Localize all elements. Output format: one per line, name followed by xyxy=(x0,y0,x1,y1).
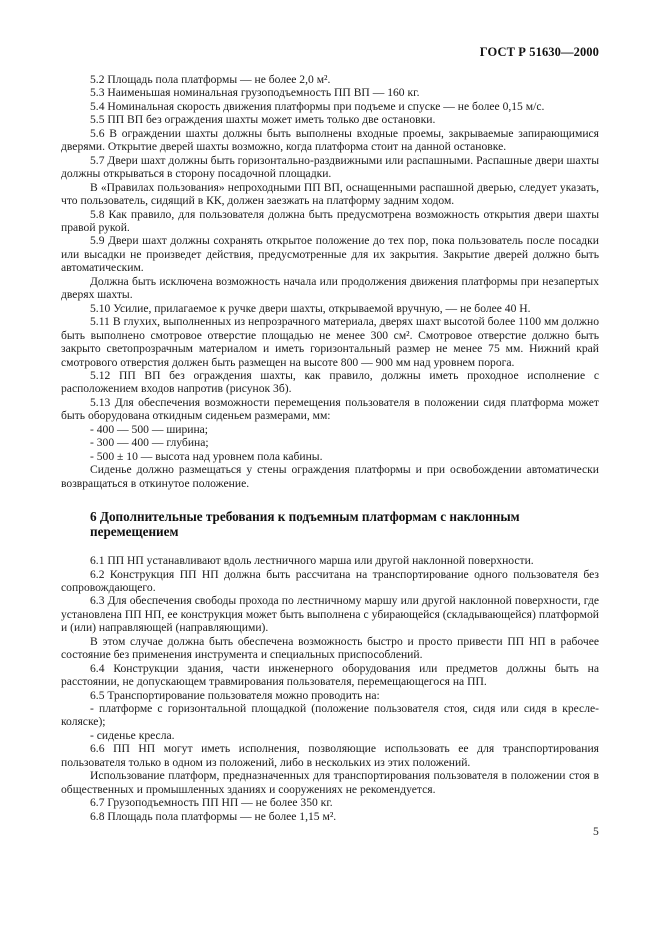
clause-6-3-note: В этом случае должна быть обеспечена возможность быстро и просто привести ПП НП в рабочее состояние без применения инструмента и специальных приспособлений. xyxy=(61,634,599,662)
clause-6-6-note: Использование платформ, предназначенных для транспортирования пользователя в положении стоя в общественных и промышленных зданиях и сооружениях не рекомендуется. xyxy=(61,769,599,796)
document-code-header: ГОСТ Р 51630—2000 xyxy=(479,45,599,59)
list-item-seat-depth: - 300 — 400 — глубина; xyxy=(90,436,209,450)
clause-5-11: 5.11 В глухих, выполненных из непрозрачного материала, дверях шахт высотой более 1100 мм должно быть выполнено смотровое отверстие площадью не менее 300 см². Смотровое отверстие должно быть закрыто светопрозрачным материалом и иметь горизонтальный размер не менее 75 мм. Нижний край смотрового отверстия должен быть размещен на высоте 800 — 900 мм над уровнем порога. xyxy=(61,315,599,369)
clause-5-2: 5.2 Площадь пола платформы — не более 2,0 м². xyxy=(90,73,331,86)
list-item-seat-width: - 400 — 500 — ширина; xyxy=(90,422,209,436)
clause-5-7-note: В «Правилах пользования» непроходными ПП ВП, оснащенными распашной дверью, следует указать, что пользователь, сидящий в КК, должен заезжать на платформу задним ходом. xyxy=(61,180,599,208)
clause-5-13-note: Сиденье должно размещаться у стены ограждения платформы и при освобождении автоматически возвращаться в откинутое положение. xyxy=(61,463,599,490)
clause-6-4: 6.4 Конструкции здания, части инженерного оборудования или предметов должны быть на расстоянии, не допускающем травмирования пользователя, перемещающегося на ПП. xyxy=(61,661,599,689)
clause-5-12: 5.12 ПП ВП без ограждения шахты, как правило, должны иметь проходное исполнение с расположением входов напротив (рисунок 3б). xyxy=(61,368,599,396)
clause-5-6: 5.6 В ограждении шахты должны быть выполнены входные проемы, закрываемые запирающимися дверями. Открытие дверей шахты возможно, когда платформа стоит на данной остановке. xyxy=(61,126,599,154)
section-6-heading: 6 Дополнительные требования к подъемным платформам с наклонным перемещением xyxy=(90,509,520,540)
clause-6-2: 6.2 Конструкция ПП НП должна быть рассчитана на транспортирование одного пользователя без сопровождающего. xyxy=(61,567,599,594)
document-body xyxy=(61,73,599,823)
clause-6-1: 6.1 ПП НП устанавливают вдоль лестничного марша или другой наклонной поверхности. xyxy=(90,554,534,568)
clause-5-9: 5.9 Двери шахт должны сохранять открытое положение до тех пор, пока пользователь после посадки или высадки не произведет действия, предусмотренные для их закрытия. Закрытие дверей должно быть автоматическим. xyxy=(61,234,599,275)
list-item-seat-height: - 500 ± 10 — высота над уровнем пола кабины. xyxy=(90,449,323,463)
clause-5-5: 5.5 ПП ВП без ограждения шахты может иметь только две остановки. xyxy=(90,113,436,127)
clause-5-8: 5.8 Как правило, для пользователя должна быть предусмотрена возможность открытия двери шахты правой рукой. xyxy=(61,207,599,234)
section-5-continued xyxy=(61,73,599,490)
clause-6-5: 6.5 Транспортирование пользователя можно проводить на: xyxy=(90,688,380,702)
clause-6-8: 6.8 Площадь пола платформы — не более 1,15 м². xyxy=(90,809,337,823)
clause-6-6: 6.6 ПП НП могут иметь исполнения, позволяющие использовать ее для транспортирования пользователя только в одном из положений, либо в нескольких из этих положений. xyxy=(61,742,599,769)
section-6 xyxy=(61,554,599,823)
clause-6-7: 6.7 Грузоподъемность ПП НП — не более 350 кг. xyxy=(90,796,333,810)
list-item-platform: - платформе с горизонтальной площадкой (положение пользователя стоя, сидя или сидя в кресле-коляске); xyxy=(61,702,599,729)
clause-5-4: 5.4 Номинальная скорость движения платформы при подъеме и спуске — не более 0,15 м/с. xyxy=(90,99,545,113)
clause-5-13: 5.13 Для обеспечения возможности перемещения пользователя в положении сидя платформа может быть оборудована откидным сиденьем размерами, мм: xyxy=(61,395,599,423)
clause-5-10: 5.10 Усилие, прилагаемое к ручке двери шахты, открываемой вручную, — не более 40 Н. xyxy=(90,301,531,315)
clause-5-7: 5.7 Двери шахт должны быть горизонтально-раздвижными или распашными. Распашные двери шахты должны открываться в сторону посадочной площадки. xyxy=(61,153,599,181)
clause-5-9-note: Должна быть исключена возможность начала или продолжения движения платформы при незапертых дверях шахты. xyxy=(61,274,599,302)
page-number: 5 xyxy=(593,825,599,838)
clause-5-3: 5.3 Наименьшая номинальная грузоподъемность ПП ВП — 160 кг. xyxy=(90,86,420,100)
clause-6-3: 6.3 Для обеспечения свободы прохода по лестничному маршу или другой наклонной поверхности, где установлена ПП НП, ее конструкция может быть выполнена с убирающейся (складывающейся) платформой и (или) направляющей (направляющими). xyxy=(61,594,599,635)
list-item-seat: - сиденье кресла. xyxy=(90,728,175,742)
